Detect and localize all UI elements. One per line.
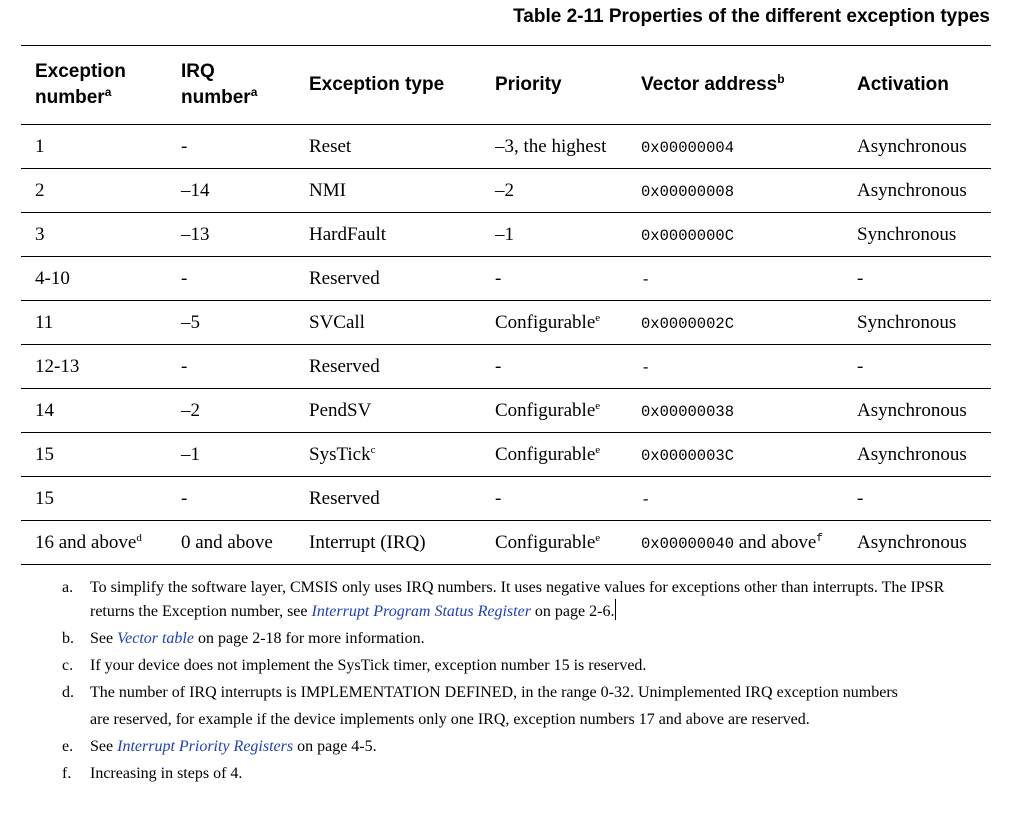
footnote-text: Increasing in steps of 4. (90, 765, 243, 782)
cell-exception-type: Reset (295, 125, 481, 169)
table-row (21, 521, 991, 565)
cell-exception-type: HardFault (295, 213, 481, 257)
footnote-text-after: on page 2-18 for more information. (193, 630, 425, 647)
footnote-marker: f. (62, 765, 72, 782)
table-row (21, 477, 991, 521)
footnote-marker: e. (62, 738, 74, 755)
footnote-item (62, 762, 962, 785)
cell-vector-address: - (627, 345, 843, 389)
cell-activation: Asynchronous (843, 169, 991, 213)
exception-table (21, 45, 991, 565)
cell-irq-number: - (167, 125, 295, 169)
footnote-ref: a (250, 85, 258, 99)
footnote-item (62, 681, 962, 731)
footnotes (62, 576, 962, 789)
table-row (21, 389, 991, 433)
cell-exception-type: Reserved (295, 345, 481, 389)
footnote-text-after: on page 2-6. (530, 603, 615, 620)
cell-exception-number: 4-10 (21, 257, 167, 301)
footnote-continuation: are reserved, for example if the device implements only one IRQ, exception numbers 17 and above are reserved. (90, 711, 810, 728)
cell-exception-number: 14 (21, 389, 167, 433)
table-row (21, 169, 991, 213)
cell-irq-number: 0 and above (167, 521, 295, 565)
cell-activation: Asynchronous (843, 125, 991, 169)
cell-activation: - (843, 477, 991, 521)
cell-irq-number: –14 (167, 169, 295, 213)
footnote-text: To simplify the software layer, CMSIS only uses IRQ numbers. It uses negative values for exceptions other than interrupts. The IPSR returns the Exception number, see (90, 579, 945, 620)
footnote-ref: e (595, 443, 601, 456)
cell-vector-address: - (627, 257, 843, 301)
header-vector-address: Vector address$^b$ (627, 46, 843, 125)
cell-priority: - (481, 477, 627, 521)
table-caption: Table 2-11 Properties of the different exception types (513, 6, 990, 27)
cell-vector-address: 0x0000000C (627, 213, 843, 257)
cell-priority: - (481, 257, 627, 301)
cell-activation: Asynchronous (843, 389, 991, 433)
cross-reference-link[interactable]: Vector table (117, 630, 194, 647)
cell-priority: Configurable$^e$ (481, 433, 627, 477)
cell-irq-number: - (167, 257, 295, 301)
cell-exception-type: SysTick$^c$ (295, 433, 481, 477)
cell-vector-address: 0x00000040 and above$^f$ (627, 521, 843, 565)
footnote-text-after: on page 4-5. (293, 738, 377, 755)
header-exception-number: Exception number$^a$ (21, 46, 167, 125)
table-row (21, 125, 991, 169)
cell-vector-address: 0x00000008 (627, 169, 843, 213)
footnote-ref: c (370, 443, 376, 456)
table-row (21, 213, 991, 257)
cell-exception-number: 11 (21, 301, 167, 345)
footnote-item (62, 627, 962, 650)
cell-priority: –2 (481, 169, 627, 213)
footnote-item (62, 576, 962, 623)
footnote-text: If your device does not implement the SysTick timer, exception number 15 is reserved. (90, 657, 647, 674)
cell-vector-address: 0x00000004 (627, 125, 843, 169)
footnote-marker: a. (62, 579, 74, 596)
footnote-text: The number of IRQ interrupts is IMPLEMENTATION DEFINED, in the range 0-32. Unimplemented IRQ exception numbers (90, 684, 898, 701)
cell-exception-type: Reserved (295, 477, 481, 521)
cell-exception-number: 16 and above$^d$ (21, 521, 167, 565)
footnote-ref: e (595, 311, 601, 324)
footnote-marker: c. (62, 657, 74, 674)
footnote-item (62, 735, 962, 758)
cell-irq-number: –2 (167, 389, 295, 433)
cell-priority: Configurable$^e$ (481, 521, 627, 565)
cell-priority: - (481, 345, 627, 389)
footnote-ref: e (595, 531, 601, 544)
cell-activation: - (843, 345, 991, 389)
footnote-marker: d. (62, 684, 74, 701)
footnote-ref: e (595, 399, 601, 412)
footnote-ref: b (777, 72, 785, 86)
table-row (21, 345, 991, 389)
text-cursor (615, 599, 616, 620)
cell-irq-number: - (167, 345, 295, 389)
cell-vector-address: - (627, 477, 843, 521)
cell-exception-number: 3 (21, 213, 167, 257)
header-priority: Priority (481, 46, 627, 125)
table-row (21, 257, 991, 301)
cell-exception-number: 1 (21, 125, 167, 169)
table-header-row (21, 46, 991, 125)
cell-activation: Synchronous (843, 213, 991, 257)
footnote-ref: f (816, 532, 823, 545)
cell-activation: Asynchronous (843, 521, 991, 565)
cell-irq-number: –1 (167, 433, 295, 477)
cell-activation: Synchronous (843, 301, 991, 345)
table-row (21, 301, 991, 345)
cell-exception-type: Interrupt (IRQ) (295, 521, 481, 565)
cell-activation: Asynchronous (843, 433, 991, 477)
cell-exception-type: PendSV (295, 389, 481, 433)
header-exception-type: Exception type (295, 46, 481, 125)
table-row (21, 433, 991, 477)
cell-priority: –1 (481, 213, 627, 257)
cell-priority: Configurable$^e$ (481, 301, 627, 345)
cell-exception-type: SVCall (295, 301, 481, 345)
cross-reference-link[interactable]: Interrupt Priority Registers (117, 738, 294, 755)
cell-irq-number: –5 (167, 301, 295, 345)
footnote-ref: d (136, 531, 142, 544)
cell-exception-type: NMI (295, 169, 481, 213)
header-irq-number: IRQ number$^a$ (167, 46, 295, 125)
cross-reference-link[interactable]: Interrupt Program Status Register (311, 603, 531, 620)
cell-exception-number: 12-13 (21, 345, 167, 389)
cell-irq-number: –13 (167, 213, 295, 257)
footnote-ref: a (104, 85, 112, 99)
cell-priority: –3, the highest (481, 125, 627, 169)
cell-vector-address: 0x0000002C (627, 301, 843, 345)
cell-exception-number: 15 (21, 477, 167, 521)
cell-irq-number: - (167, 477, 295, 521)
header-activation: Activation (843, 46, 991, 125)
cell-exception-type: Reserved (295, 257, 481, 301)
footnote-item (62, 654, 962, 677)
footnote-text: See (90, 738, 118, 755)
cell-activation: - (843, 257, 991, 301)
footnote-text: See (90, 630, 118, 647)
cell-vector-address: 0x0000003C (627, 433, 843, 477)
cell-exception-number: 15 (21, 433, 167, 477)
cell-exception-number: 2 (21, 169, 167, 213)
cell-priority: Configurable$^e$ (481, 389, 627, 433)
cell-vector-address: 0x00000038 (627, 389, 843, 433)
footnote-marker: b. (62, 630, 74, 647)
